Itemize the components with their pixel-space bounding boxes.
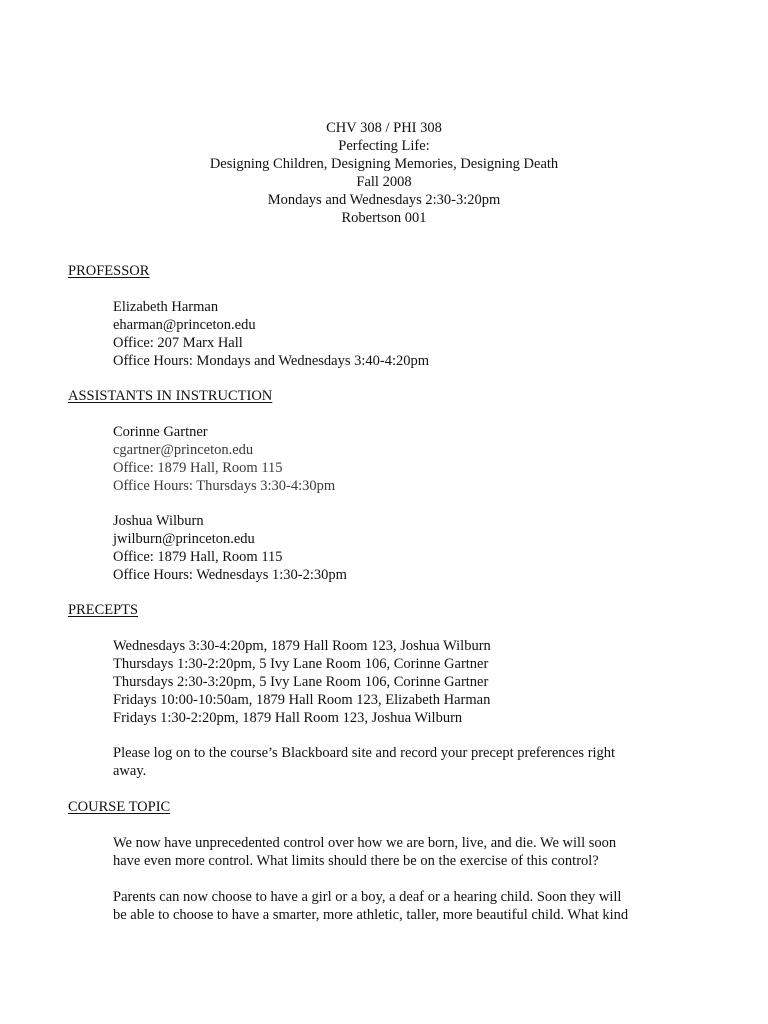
precept-item: Thursdays 1:30-2:20pm, 5 Ivy Lane Room 106, Corinne Gartner xyxy=(113,656,489,672)
assistant-email: cgartner@princeton.edu xyxy=(113,442,254,458)
precept-item: Wednesdays 3:30-4:20pm, 1879 Hall Room 123, Joshua Wilburn xyxy=(113,638,491,654)
assistant-name: Corinne Gartner xyxy=(113,424,208,440)
assistant-email: jwilburn@princeton.edu xyxy=(113,531,255,547)
course-code: CHV 308 / PHI 308 xyxy=(326,120,442,136)
paragraph-line: be able to choose to have a smarter, more athletic, taller, more beautiful child. What kind xyxy=(113,907,629,923)
professor-heading: PROFESSOR xyxy=(68,263,150,279)
course-topic-paragraph xyxy=(113,888,628,924)
course-title: Perfecting Life: xyxy=(338,138,430,154)
course-term: Fall 2008 xyxy=(356,174,412,190)
course-header xyxy=(0,119,768,227)
assistant-office: Office: 1879 Hall, Room 115 xyxy=(113,549,283,565)
precepts-note xyxy=(113,744,615,780)
course-subtitle: Designing Children, Designing Memories, Designing Death xyxy=(209,156,559,172)
paragraph-line: We now have unprecedented control over how we are born, live, and die. We will soon xyxy=(113,835,617,851)
precept-item: Fridays 10:00-10:50am, 1879 Hall Room 123, Elizabeth Harman xyxy=(113,692,491,708)
professor-email: eharman@princeton.edu xyxy=(113,317,256,333)
course-topic-heading: COURSE TOPIC xyxy=(68,799,171,815)
assistant-office: Office: 1879 Hall, Room 115 xyxy=(113,460,283,476)
assistant-hours: Office Hours: Thursdays 3:30-4:30pm xyxy=(113,478,336,494)
assistants-heading: ASSISTANTS IN INSTRUCTION xyxy=(68,388,273,404)
professor-office: Office: 207 Marx Hall xyxy=(113,335,243,351)
precepts-list xyxy=(113,637,491,727)
precepts-heading: PRECEPTS xyxy=(68,602,139,618)
precept-item: Fridays 1:30-2:20pm, 1879 Hall Room 123, Joshua Wilburn xyxy=(113,710,463,726)
professor-info xyxy=(113,298,429,370)
course-topic-paragraph xyxy=(113,834,616,870)
assistant-name: Joshua Wilburn xyxy=(113,513,204,529)
precepts-note-line: away. xyxy=(113,763,147,779)
professor-hours: Office Hours: Mondays and Wednesdays 3:40-4:20pm xyxy=(113,353,430,369)
course-location: Robertson 001 xyxy=(341,210,427,226)
paragraph-line: Parents can now choose to have a girl or a boy, a deaf or a hearing child. Soon they will xyxy=(113,889,622,905)
assistant-hours: Office Hours: Wednesdays 1:30-2:30pm xyxy=(113,567,347,583)
course-schedule: Mondays and Wednesdays 2:30-3:20pm xyxy=(267,192,501,208)
assistant-info xyxy=(113,512,347,584)
paragraph-line: have even more control. What limits should there be on the exercise of this control? xyxy=(113,853,599,869)
precepts-note-line: Please log on to the course’s Blackboard site and record your precept preferences right xyxy=(113,745,616,761)
assistant-info xyxy=(113,423,335,495)
professor-name: Elizabeth Harman xyxy=(113,299,219,315)
precept-item: Thursdays 2:30-3:20pm, 5 Ivy Lane Room 106, Corinne Gartner xyxy=(113,674,489,690)
